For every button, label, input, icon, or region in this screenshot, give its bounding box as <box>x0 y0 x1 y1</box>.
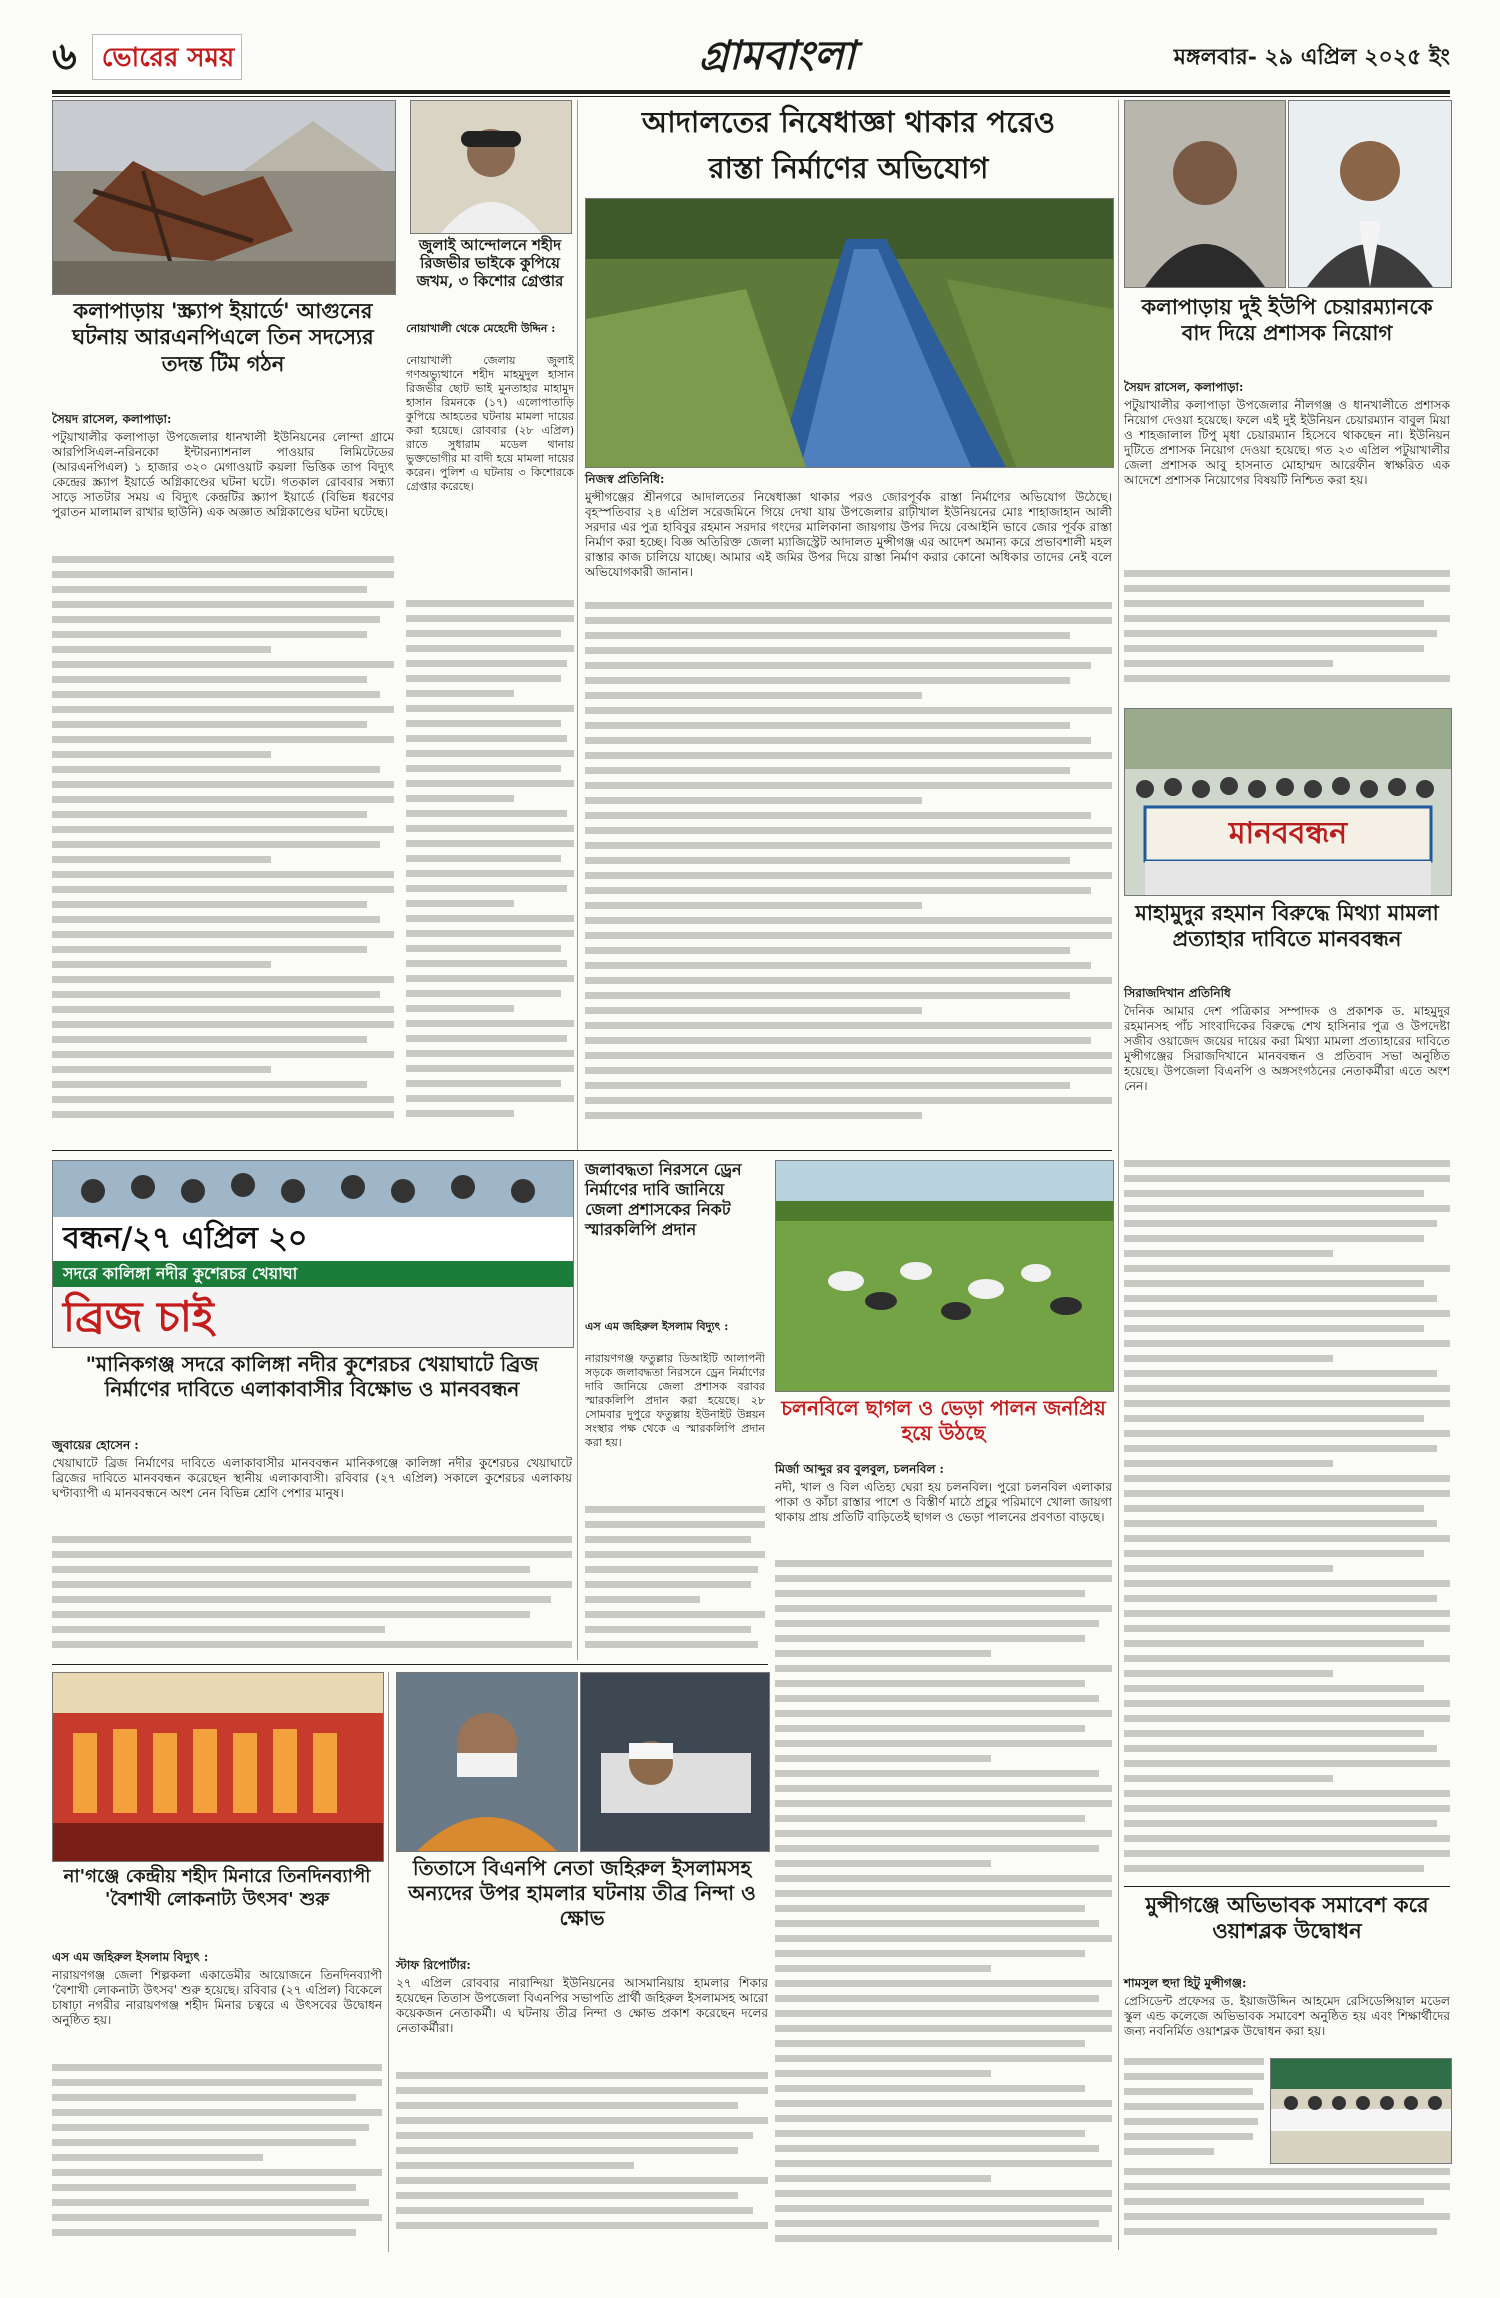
column-divider <box>388 1672 389 2252</box>
column-divider <box>1118 100 1119 2250</box>
court-road-headline-2: রাস্তা নির্মাণের অভিযোগ <box>708 151 989 185</box>
goat-field-photo <box>775 1160 1114 1392</box>
court-road-body: মুন্সীগঞ্জের শ্রীনগরে আদালতের নিষেধাজ্ঞা থাকার পরও জোরপূর্বক রাস্তা নির্মাণের অভিযোগ উঠেছে। বৃহস্পতিবার ২৪ এপ্রিল সরেজমিনে গিয়ে দেখা যায় উপজেলার রাঢ়ীখাল ইউনিয়নের মোঃ শাহাজাহান আলী সরদার এর পুত্র হাবিবুর রহমান সরদার গংদের মালিকানা জায়গায় উপর দিয়ে বেআইনি ভাবে জোর পূর্বক রাস্তা নির্মাণ করা হচ্ছে। বিজ্ঞ অতিরিক্ত জেলা ম্যাজিস্ট্রেট আদালত মুন্সীগঞ্জ এর আদেশ অমান্য করে প্রভাবশালী মহল রাস্তার কাজ চালিয়ে যাচ্ছে। আমার এই জমির উপর দিয়ে রাস্তা নির্মাণ করার কোনো অধিকার তাদের নেই বলে অভিযোগকারী জানান। <box>585 490 1112 579</box>
drain-body: নারায়ণগঞ্জ ফতুল্লার ডিআইটি আলাপনী সড়কে জলাবদ্ধতা নিরসনে ড্রেন নির্মাণের দাবি জানিয়ে জেলা প্রশাসক বরাবর স্মারকলিপি প্রদান করা হয়েছে। ২৮ সোমবার দুপুরে ফতুল্লায় ইউনাইট উন্নয়ন সংস্থার পক্ষ থেকে এ স্মারকলিপি প্রদান করা হয়। <box>585 1352 765 1449</box>
festival-stage-image <box>53 1673 383 1861</box>
festival-body-continued <box>52 2064 382 2250</box>
human-chain-banner-text: মানববন্ধন <box>1228 816 1348 851</box>
festival-body: নারায়ণগঞ্জ জেলা শিল্পকলা একাডেমীর আয়োজনে তিনদিনব্যাপী 'বৈশাখী লোকনাট্য উৎসব' শুরু হয়েছে। রবিবার (২৭ এপ্রিল) বিকেলে চাষাঢ়া নগরীর নারায়ণগঞ্জ শহীদ মিনার চত্বরে এ উৎসবের উদ্বোধন অনুষ্ঠিত হয়। <box>52 1968 382 2027</box>
guardian-body-continued <box>1124 2058 1264 2162</box>
issue-date: মঙ্গলবার- ২৯ এপ্রিল ২০২৫ ইং <box>1173 44 1450 70</box>
drain-body-continued <box>585 1506 765 1656</box>
goat-byline: মির্জা আব্দুর রব বুলবুল, চলনবিল : <box>775 1462 944 1476</box>
hospital-bed-image <box>581 1673 769 1851</box>
manikganj-photo <box>52 1160 574 1348</box>
titas-photo-right <box>580 1672 770 1852</box>
chairman-photo-left <box>1124 100 1286 288</box>
goat-body-continued <box>775 1560 1112 2250</box>
manikganj-byline: জুবায়ের হোসেন : <box>52 1438 139 1452</box>
section-rule <box>52 1150 1112 1151</box>
chairman-body-continued <box>1124 570 1450 700</box>
manikganj-headline: "মানিকগঞ্জ সদরে কালিঙ্গা নদীর কুশেরচর খেয়াঘাটে ব্রিজ নির্মাণের দাবিতে এলাকাবাসীর বিক্ষোভ ও মানববন্ধন <box>85 1352 539 1401</box>
court-road-body-continued <box>585 602 1112 1134</box>
masthead-rule-thick <box>52 90 1450 94</box>
scrap-yard-byline: সৈয়দ রাসেল, কলাপাড়া: <box>52 412 172 426</box>
chairman-photo-right <box>1288 100 1452 288</box>
rizvi-brother-photo <box>410 100 572 234</box>
goats-in-field-image <box>776 1161 1113 1391</box>
masthead-rule-thin <box>52 96 1450 97</box>
section-rule <box>52 1664 768 1665</box>
court-road-photo <box>585 198 1114 468</box>
titas-headline: তিতাসে বিএনপি নেতা জহিরুল ইসলামসহ অন্যদের উপর হামলার ঘটনায় তীব্র নিন্দা ও ক্ষোভ <box>408 1856 756 1930</box>
drain-headline: জলাবদ্ধতা নিরসনে ড্রেন নির্মাণের দাবি জানিয়ে জেলা প্রশাসকের নিকট স্মারকলিপি প্রদান <box>585 1160 742 1239</box>
portrait-image <box>411 101 571 233</box>
titas-photo-left <box>396 1672 578 1852</box>
portrait-image <box>1125 101 1285 287</box>
court-road-byline: নিজস্ব প্রতিনিধি: <box>585 472 665 486</box>
manikganj-body: খেয়াঘাটে ব্রিজ নির্মাণের দাবিতে এলাকাবাসীর মানববন্ধন মানিকগঞ্জে কালিঙ্গা নদীর কুশেরচর খেয়াঘাটে ব্রিজের দাবিতে মানববন্ধন করেছেন স্থানীয় এলাকাবাসী। রবিবার (২৭ এপ্রিল) সকালে কুশেরচর এলাকায় ঘণ্টাব্যাপী এ মানববন্ধনে অংশ নেন বিভিন্ন শ্রেণি পেশার মানুষ। <box>52 1456 572 1500</box>
titas-body: ২৭ এপ্রিল রোববার নারান্দিয়া ইউনিয়নের আসমানিয়ায় হামলার শিকার হয়েছেন তিতাস উপজেলা বিএনপির সভাপতি প্রার্থী জহিরুল ইসলামসহ আরো কয়েকজন নেতাকর্মী। এ ঘটনায় তীব্র নিন্দা ও ক্ষোভ প্রকাশ করেছেন দলের নেতাকর্মীরা। <box>396 1976 768 2035</box>
chairman-headline: কলাপাড়ায় দুই ইউপি চেয়ারম্যানকে বাদ দিয়ে প্রশাসক নিয়োগ <box>1141 294 1433 346</box>
rizvi-brother-byline: নোয়াখালী থেকে মেহেদেী উদ্দিন : <box>406 322 556 335</box>
guardian-photo <box>1270 2058 1452 2164</box>
human-chain-body: দৈনিক আমার দেশ পত্রিকার সম্পাদক ও প্রকাশক ড. মাহমুদুর রহমানসহ পাঁচ সাংবাদিকের বিরুদ্ধে শেখ হাসিনার পুত্র ও উপদেষ্টা সজীব ওয়াজেদ জয়ের দায়ের করা মিথ্যা মামলা প্রত্যাহারের দাবিতে মুন্সীগঞ্জের সিরাজদিখানে মানববন্ধন ও প্রতিবাদ সভা অনুষ্ঠিত হয়েছে। উপজেলা বিএনপি ও অঙ্গসংগঠনের নেতাকর্মীরা এতে অংশ নেন। <box>1124 1004 1450 1093</box>
section-name: গ্রামবাংলা <box>698 32 856 79</box>
court-road-headline-1: আদালতের নিষেধাজ্ঞা থাকার পরেও <box>641 105 1056 139</box>
rizvi-brother-body-continued <box>406 600 574 1134</box>
festival-photo <box>52 1672 384 1862</box>
festival-headline: না'গঞ্জে কেন্দ্রীয় শহীদ মিনারে তিনদিনব্যাপী 'বৈশাখী লোকনাট্য উৎসব' শুরু <box>63 1866 371 1910</box>
manikganj-banner-big: ব্রিজ চাই <box>63 1292 214 1341</box>
titas-body-continued <box>396 2072 768 2250</box>
rally-image <box>1125 709 1451 895</box>
titas-byline: স্টাফ রিপোর্টার: <box>396 1958 471 1972</box>
scrap-yard-photo <box>52 100 396 295</box>
chairman-body: পটুয়াখালীর কলাপাড়া উপজেলার নীলগঞ্জ ও ধানখালীতে প্রশাসক নিয়োগ দেওয়া হয়েছে। ফলে এই দুই ইউনিয়ন চেয়ারম্যান বাবুল মিয়া ও শাহজালাল টিপু মৃধা চেয়ারম্যান হিসেবে থাকছেন না। ইউনিয়ন দুটিতে প্রশাসক নিয়োগ দেওয়া হয়েছে। গত ২৩ এপ্রিল পটুয়াখালীর জেলা প্রশাসক আবু হাসনাত মোহাম্মদ আরেফীন স্বাক্ষরিত এক আদেশে প্রশাসক নিয়োগের বিষয়টি নিশ্চিত করা হয়। <box>1124 398 1450 487</box>
scrap-yard-headline: কলাপাড়ায় 'স্ক্র্যাপ ইয়ার্ডে' আগুনের ঘটনায় আরএনপিএলে তিন সদস্যের তদন্ত টিম গঠন <box>72 298 374 376</box>
drain-byline: এস এম জহিরুল ইসলাম বিদ্যুৎ : <box>585 1320 729 1333</box>
chairman-byline: সৈয়দ রাসেল, কলাপাড়া: <box>1124 380 1244 394</box>
guardian-byline: শামসুল হুদা হিটু মুন্সীগঞ্জ: <box>1124 1976 1247 1990</box>
scrap-yard-body: পটুয়াখালীর কলাপাড়া উপজেলার ধানখালী ইউনিয়নের লোন্দা গ্রামে আরপিসিএল-নরিনকো ইন্টারন্যাশনাল পাওয়ার লিমিটেডের (আরএনপিএল) ১ হাজার ৩২০ মেগাওয়াট কয়লা ভিত্তিক তাপ বিদ্যুৎ কেন্দ্রের স্ক্র্যাপ ইয়ার্ডে অগ্নিকাণ্ডের ঘটনা ঘটে। গতকাল রোববার সন্ধ্যা সাড়ে সাতটার সময় এ বিদ্যুৎ কেন্দ্রটির স্ক্র্যাপ ইয়ার্ডে (বিভিন্ন ধরণের পুরাতন মালামাল রাখার ছাউনি) এক অজ্ঞাত অগ্নিকাণ্ডের ঘটনা ঘটেছে। <box>52 430 394 519</box>
rizvi-brother-caption: জুলাই আন্দোলনে শহীদ রিজভীর ভাইকে কুপিয়ে জখম, ৩ কিশোর গ্রেপ্তার <box>416 236 564 290</box>
guardian-body-continued-2 <box>1124 2168 1450 2250</box>
column-divider <box>577 1160 578 1660</box>
scrap-yard-image <box>53 101 395 294</box>
column-divider <box>577 100 578 1150</box>
scrap-yard-body-continued <box>52 556 394 1134</box>
netted-road-image <box>586 199 1113 467</box>
manikganj-banner-sub: সদরে কালিঙ্গা নদীর কুশেরচর খেয়াঘা <box>63 1264 298 1283</box>
manikganj-banner-date: বন্ধন/২৭ এপ্রিল ২০ <box>63 1221 308 1256</box>
portrait-image <box>1289 101 1451 287</box>
human-chain-photo <box>1124 708 1452 896</box>
festival-byline: এস এম জহিরুল ইসলাম বিদ্যুৎ : <box>52 1950 209 1964</box>
goat-headline: চলনবিলে ছাগল ও ভেড়া পালন জনপ্রিয় হয়ে উঠছে <box>781 1396 1106 1445</box>
human-chain-byline: সিরাজদিখান প্রতিনিধি <box>1124 986 1231 1000</box>
masthead <box>52 28 1450 88</box>
injured-person-image <box>397 1673 577 1851</box>
guardian-body: প্রেসিডেন্ট প্রফেসর ড. ইয়াজউদ্দিন আহমেদ রেসিডেন্সিয়াল মডেল স্কুল এন্ড কলেজে অভিভাবক সমাবেশ অনুষ্ঠিত হয় এবং শিক্ষার্থীদের জন্য নবনির্মিত ওয়াশব্লক উদ্বোধন করা হয়। <box>1124 1994 1450 2038</box>
section-rule <box>1124 1886 1450 1887</box>
page-number: ৬ <box>52 33 77 78</box>
meeting-stage-image <box>1271 2059 1451 2163</box>
guardian-headline: মুন্সীগঞ্জে অভিভাবক সমাবেশ করে ওয়াশব্লক উদ্বোধন <box>1145 1892 1429 1944</box>
goat-body: নদী, খাল ও বিল এতিহ্য ঘেরা হয় চলনবিল। পুরো চলনবিল এলাকার পাকা ও কাঁচা রাস্তার পাশে ও বিস্তীর্ণ মাঠে প্রচুর পরিমাণে খোলা জায়গা থাকায় প্রায় প্রতিটি বাড়িতেই ছাগল ও ভেড়া পালনের প্রবণতা বাড়ছে। <box>775 1480 1112 1524</box>
human-chain-headline: মাহামুদুর রহমান বিরুদ্ধে মিথ্যা মামলা প্রত্যাহার দাবিতে মানববন্ধন <box>1135 900 1439 952</box>
human-chain-body-continued <box>1124 1160 1450 1880</box>
paper-name: ভোরের সময় <box>101 43 235 73</box>
manikganj-body-continued <box>52 1536 572 1656</box>
rizvi-brother-body: নোয়াখালী জেলায় জুলাই গণঅভ্যুত্থানে শহীদ মাহমুদুল হাসান রিজভীর ছোট ভাই মুনতাহার মাহামুদ হাসান রিমনকে (১৭) এলোপাতাড়ি কুপিয়ে আহতের ঘটনায় মামলা দায়ের করা হয়েছে। রোববার (২৮ এপ্রিল) রাতে সুধারাম মডেল থানায় ভুক্তভোগীর মা বাদী হয়ে মামলা দায়ের করেন। পুলিশ এ ঘটনায় ৩ কিশোরকে গ্রেপ্তার করেছে। <box>406 354 574 493</box>
paper-logo <box>92 34 242 80</box>
